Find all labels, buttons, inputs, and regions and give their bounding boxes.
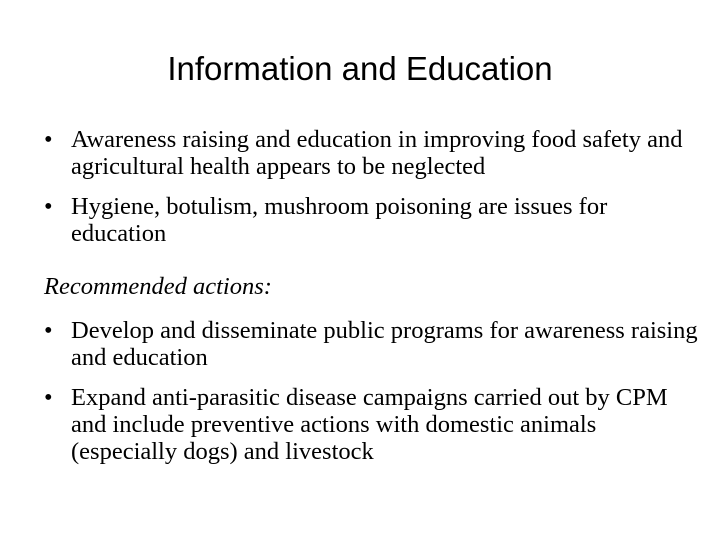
bullet-glyph: • bbox=[44, 384, 53, 411]
list-item bbox=[44, 384, 704, 465]
slide-title: Information and Education bbox=[167, 50, 553, 87]
list-item bbox=[44, 193, 704, 247]
recommended-actions-list bbox=[44, 317, 704, 478]
list-item-text: Awareness raising and education in improving food safety and agricultural health appears to be neglected bbox=[71, 126, 683, 180]
list-item-text: Develop and disseminate public programs for awareness raising and education bbox=[71, 317, 698, 371]
list-item-text: Expand anti-parasitic disease campaigns carried out by CPM and include preventive actions with domestic animals (especially dogs) and livestock bbox=[71, 384, 668, 465]
list-item bbox=[44, 317, 704, 371]
list-item-text: Hygiene, botulism, mushroom poisoning are issues for education bbox=[71, 193, 608, 247]
list-item bbox=[44, 126, 704, 180]
bullet-glyph: • bbox=[44, 317, 53, 344]
findings-list bbox=[44, 126, 704, 260]
bullet-glyph: • bbox=[44, 193, 53, 220]
bullet-glyph: • bbox=[44, 126, 53, 153]
recommended-actions-heading: Recommended actions: bbox=[44, 273, 272, 300]
